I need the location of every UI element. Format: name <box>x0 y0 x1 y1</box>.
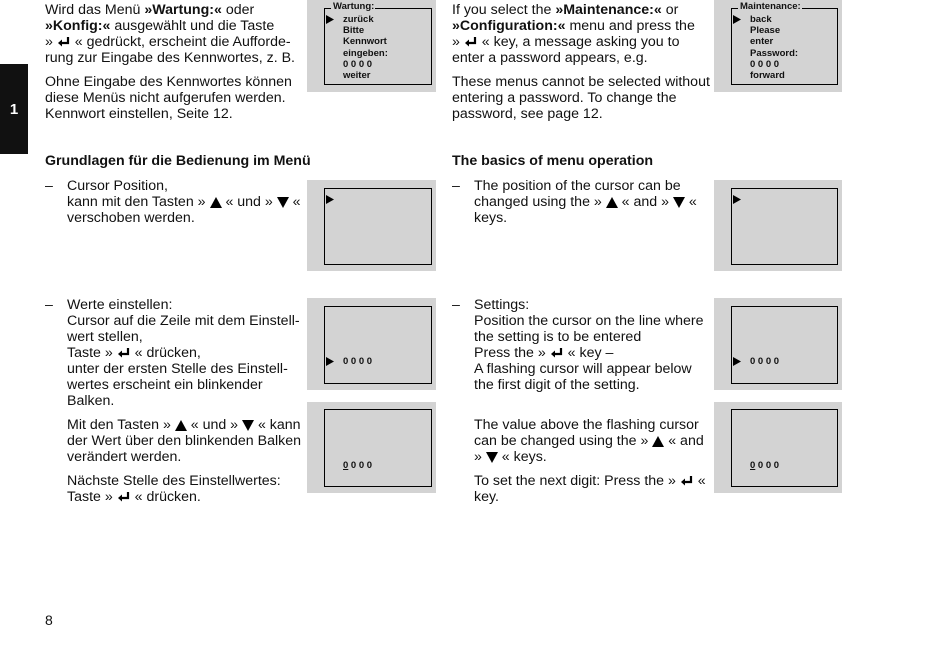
text: « key, a message asking you to <box>477 34 680 50</box>
text: keys. <box>474 210 508 226</box>
menu-name: »Configuration:« <box>452 18 566 34</box>
text: « drücken, <box>130 345 201 361</box>
en-settings-item <box>452 297 714 393</box>
text: Cursor Position, <box>67 178 168 194</box>
text: « drücken. <box>130 489 201 505</box>
text: « and » <box>617 194 673 210</box>
text: can be changed using the » <box>474 433 653 449</box>
flashing-digit: 0 <box>750 460 756 471</box>
cursor-arrow-icon <box>733 357 741 366</box>
remaining-digits: 0 0 0 <box>755 460 780 471</box>
flashing-digit: 0 <box>343 460 349 471</box>
display-line: forward <box>750 70 785 82</box>
text: the setting is to be entered <box>474 329 642 345</box>
text: Mit den Tasten » <box>67 417 175 433</box>
menu-name: »Konfig:« <box>45 18 111 34</box>
down-triangle-icon <box>277 197 289 208</box>
text: The value above the flashing cursor <box>474 417 699 433</box>
text: menu and press the <box>565 18 695 34</box>
text: Ohne Eingabe des Kennwortes können <box>45 74 292 90</box>
display-lines <box>750 14 798 81</box>
display-line: Please <box>750 25 781 37</box>
en-cursor-display <box>714 180 842 271</box>
down-triangle-icon <box>673 197 685 208</box>
chapter-number: 1 <box>9 100 19 118</box>
bullet-dash: – <box>45 297 53 313</box>
display-line: back <box>750 14 772 25</box>
chapter-tab <box>0 64 28 154</box>
cursor-arrow-icon <box>326 15 334 24</box>
en-flash-display <box>714 402 842 493</box>
display-line: eingeben: <box>343 47 388 59</box>
text: password, see page 12. <box>452 106 603 122</box>
text: rung zur Eingabe des Kennwortes, z. B. <box>45 50 295 66</box>
up-triangle-icon <box>606 197 618 208</box>
display-screen <box>324 306 432 384</box>
up-triangle-icon <box>652 436 664 447</box>
text: verschoben werden. <box>67 210 195 226</box>
text: Kennwort einstellen, Seite 12. <box>45 106 233 122</box>
text: » <box>45 34 57 50</box>
display-screen <box>731 409 838 487</box>
setting-value-flashing <box>343 460 372 471</box>
down-triangle-icon <box>486 452 498 463</box>
display-screen <box>324 1 432 85</box>
text: « gedrückt, erscheint die Aufforde- <box>70 34 291 50</box>
display-line: Password: <box>750 47 799 59</box>
display-title: Maintenance: <box>740 1 801 12</box>
menu-name: »Maintenance:« <box>555 2 662 18</box>
de-change-para <box>67 417 307 465</box>
text: « <box>288 194 301 210</box>
enter-key-icon <box>680 475 694 487</box>
de-setting-display <box>307 298 436 390</box>
text: « und » <box>221 194 277 210</box>
text: enter a password appears, e.g. <box>452 50 648 66</box>
text: Taste » <box>67 489 117 505</box>
en-intro-2 <box>452 74 714 122</box>
display-screen <box>324 409 432 487</box>
display-screen <box>731 306 838 384</box>
setting-value-flashing <box>750 460 779 471</box>
text: Press the » <box>474 345 550 361</box>
cursor-arrow-icon <box>733 15 741 24</box>
text: der Wert über den blinkenden Balken <box>67 433 301 449</box>
text: Cursor auf die Zeile mit dem Einstell- <box>67 313 300 329</box>
en-next-para <box>474 473 714 505</box>
text: Werte einstellen: <box>67 297 173 313</box>
up-triangle-icon <box>210 197 222 208</box>
display-lines <box>343 14 388 81</box>
text: If you select the <box>452 2 556 18</box>
de-flash-display <box>307 402 436 493</box>
de-intro-2 <box>45 74 305 122</box>
text: Nächste Stelle des Einstellwertes: <box>67 473 281 489</box>
text: diese Menüs nicht aufgerufen werden. <box>45 90 286 106</box>
text: « and <box>664 433 704 449</box>
text: « und » <box>186 417 243 433</box>
down-triangle-icon <box>242 420 254 431</box>
text: Settings: <box>474 297 530 313</box>
text: wert stellen, <box>67 329 143 345</box>
de-cursor-item <box>45 178 305 226</box>
display-line: 0 0 0 0 <box>750 58 780 70</box>
cursor-arrow-icon <box>733 195 741 204</box>
bullet-dash: – <box>452 178 460 194</box>
enter-key-icon <box>57 36 71 48</box>
text: wertes erscheint ein blinkender <box>67 377 263 393</box>
text: the first digit of the setting. <box>474 377 640 393</box>
de-cursor-display <box>307 180 436 271</box>
text: Position the cursor on the line where <box>474 313 704 329</box>
text: ausgewählt und die Taste <box>110 18 275 34</box>
text: A flashing cursor will appear below <box>474 361 692 377</box>
de-heading: Grundlagen für die Bedienung im Menü <box>45 153 311 169</box>
text: verändert werden. <box>67 449 182 465</box>
bullet-dash: – <box>45 178 53 194</box>
text: entering a password. To change the <box>452 90 677 106</box>
display-screen <box>731 188 838 265</box>
text: These menus cannot be selected without <box>452 74 710 90</box>
menu-name: »Wartung:« <box>144 2 222 18</box>
text: changed using the » <box>474 194 606 210</box>
up-triangle-icon <box>175 420 187 431</box>
page-number: 8 <box>45 612 53 628</box>
de-settings-item <box>45 297 305 409</box>
setting-value: 0 0 0 0 <box>750 356 780 367</box>
display-line: Kennwort <box>343 36 387 48</box>
cursor-arrow-icon <box>326 195 334 204</box>
display-line: 0 0 0 0 <box>343 58 373 70</box>
text: « key – <box>563 345 614 361</box>
display-title: Wartung: <box>333 1 375 12</box>
remaining-digits: 0 0 0 <box>348 460 373 471</box>
setting-value: 0 0 0 0 <box>343 356 373 367</box>
en-intro <box>452 2 712 66</box>
text: » <box>474 449 486 465</box>
text: « kann <box>254 417 301 433</box>
en-change-para <box>474 417 714 465</box>
enter-key-icon <box>117 347 131 359</box>
enter-key-icon <box>117 491 131 503</box>
display-line: weiter <box>343 70 371 82</box>
text: To set the next digit: Press the » <box>474 473 680 489</box>
cursor-arrow-icon <box>326 357 334 366</box>
text: unter der ersten Stelle des Einstell- <box>67 361 288 377</box>
text: or <box>661 2 679 18</box>
display-line: enter <box>750 36 774 48</box>
en-setting-display <box>714 298 842 390</box>
enter-key-icon <box>550 347 564 359</box>
text: » <box>452 34 464 50</box>
enter-key-icon <box>464 36 478 48</box>
text: kann mit den Tasten » <box>67 194 210 210</box>
de-next-para <box>67 473 307 505</box>
de-intro <box>45 2 305 66</box>
en-password-display <box>714 0 842 92</box>
text: Taste » <box>67 345 117 361</box>
display-line: Bitte <box>343 25 365 37</box>
text: Wird das Menü <box>45 2 145 18</box>
bullet-dash: – <box>452 297 460 313</box>
de-password-display <box>307 0 436 92</box>
text: Balken. <box>67 393 115 409</box>
text: oder <box>221 2 255 18</box>
text: « keys. <box>497 449 547 465</box>
text: « <box>684 194 697 210</box>
display-screen <box>731 1 838 85</box>
display-line: zurück <box>343 14 374 25</box>
text: « <box>693 473 706 489</box>
en-heading: The basics of menu operation <box>452 153 654 169</box>
display-screen <box>324 188 432 265</box>
text: key. <box>474 489 499 505</box>
en-cursor-item <box>452 178 712 226</box>
text: The position of the cursor can be <box>474 178 681 194</box>
